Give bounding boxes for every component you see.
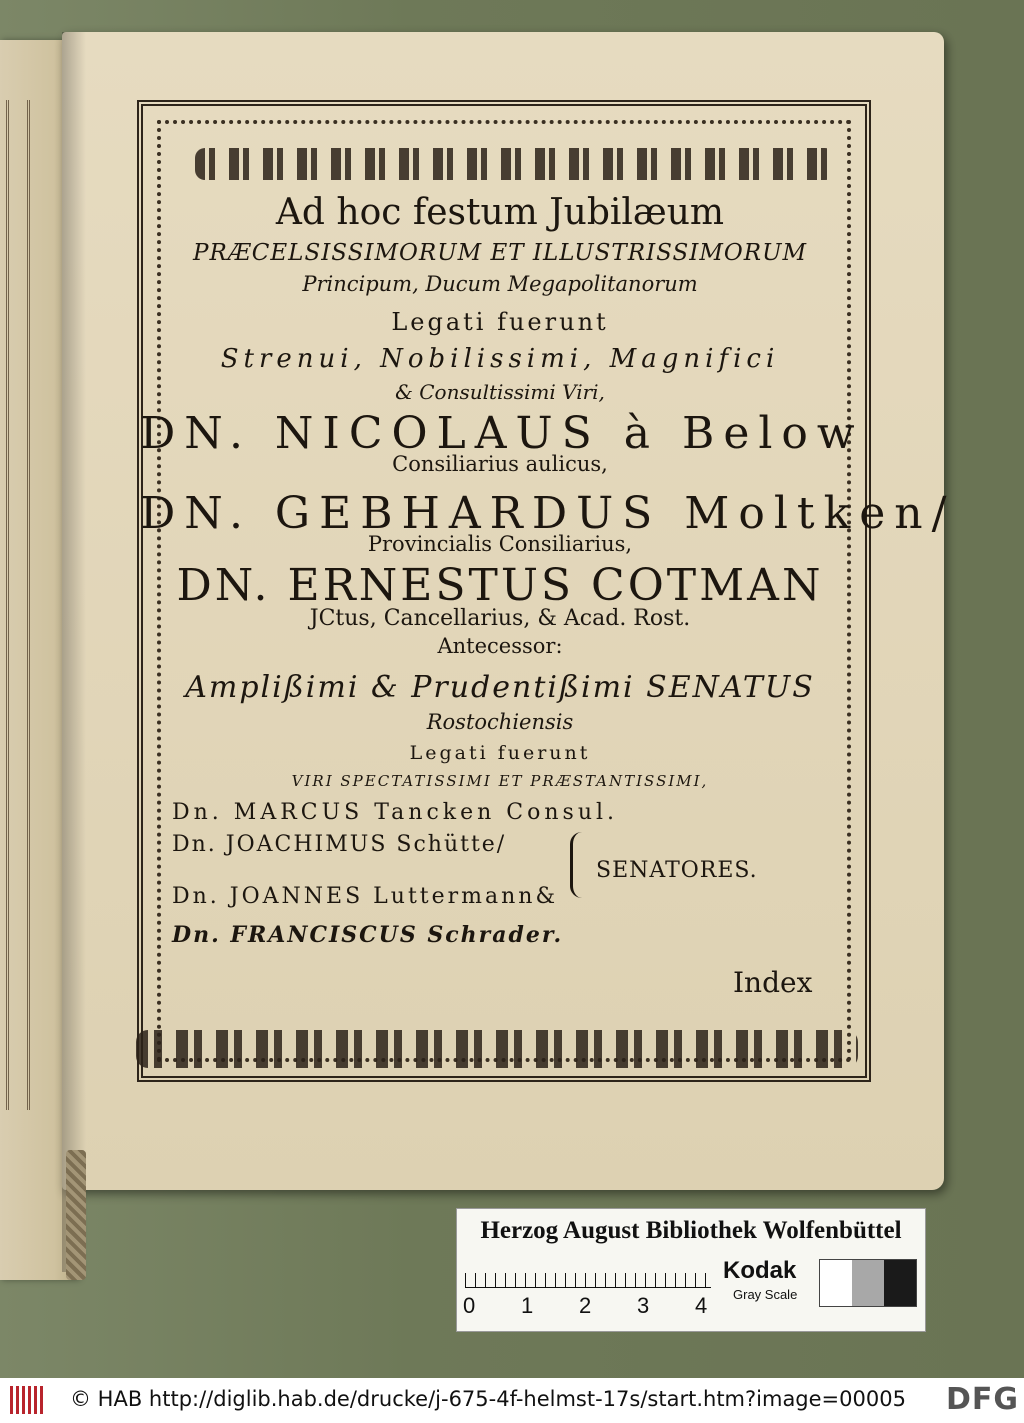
permalink[interactable]: © HAB http://diglib.hab.de/drucke/j-675-4f-helmst-17s/start.htm?image=00005 xyxy=(70,1387,906,1411)
catchword: Index xyxy=(733,966,813,999)
cm-ruler xyxy=(465,1257,711,1288)
text-line: Amplißimi & Prudentißimi SENATUS xyxy=(185,670,815,705)
ruler-number: 2 xyxy=(579,1293,592,1318)
swatch-white xyxy=(820,1260,852,1306)
swatch-black xyxy=(884,1260,916,1306)
text-line: Legati fuerunt xyxy=(391,308,609,336)
leaf-ornament xyxy=(6,100,30,1110)
bottom-ornament-band xyxy=(136,1030,858,1068)
name-line: DN. NICOLAUS à Below xyxy=(140,408,864,459)
text-line: Rostochiensis xyxy=(426,710,574,734)
kodak-logo: Kodak xyxy=(723,1257,797,1284)
text-line: Principum, Ducum Megapolitanorum xyxy=(302,272,698,296)
title-line: Provincialis Consiliarius, xyxy=(367,532,633,556)
gray-scale-label: Gray Scale xyxy=(733,1287,798,1302)
title-line: Consiliarius aulicus, xyxy=(392,452,608,476)
text-line: PRÆCELSISSIMORUM ET ILLUSTRISSIMORUM xyxy=(192,240,808,266)
swatch-gray xyxy=(852,1260,884,1306)
gray-scale-swatches xyxy=(819,1259,917,1307)
ruler-number: 3 xyxy=(637,1293,650,1318)
hab-logo-icon xyxy=(10,1386,44,1414)
title-line: Antecessor: xyxy=(437,634,563,658)
text-line: VIRI SPECTATISSIMI ET PRÆSTANTISSIMI, xyxy=(291,772,709,790)
title-line: JCtus, Cancellarius, & Acad. Rost. xyxy=(309,606,691,631)
binding-string xyxy=(66,1150,86,1280)
ruler-number: 0 xyxy=(463,1293,476,1318)
footer-bar xyxy=(0,1378,1024,1423)
ruler-number: 4 xyxy=(695,1293,708,1318)
senate-line: Dn. JOANNES Luttermann& xyxy=(172,884,559,909)
top-ornament-band xyxy=(195,148,835,180)
text-line: & Consultissimi Viri, xyxy=(395,380,605,404)
spine-shadow xyxy=(62,32,86,1272)
senate-line: Dn. FRANCISCUS Schrader. xyxy=(172,922,564,948)
library-name: Herzog August Bibliothek Wolfenbüttel xyxy=(480,1217,902,1244)
text-line: Strenui, Nobilissimi, Magnifici xyxy=(220,344,780,374)
name-line: DN. GEBHARDUS Moltken/ xyxy=(140,488,956,539)
text-line: Legati fuerunt xyxy=(409,742,591,764)
senate-line: Dn. JOACHIMUS Schütte/ xyxy=(172,832,507,857)
dfg-logo: DFG xyxy=(946,1382,1020,1417)
ruler-number: 1 xyxy=(521,1293,534,1318)
color-reference-card xyxy=(456,1208,926,1332)
senatores-label: SENATORES. xyxy=(596,858,758,883)
brace xyxy=(570,832,587,898)
senate-line: Dn. MARCUS Tancken Consul. xyxy=(172,800,619,825)
name-line: DN. ERNESTUS COTMAN xyxy=(176,560,824,611)
heading-line: Ad hoc festum Jubilæum xyxy=(275,192,725,233)
